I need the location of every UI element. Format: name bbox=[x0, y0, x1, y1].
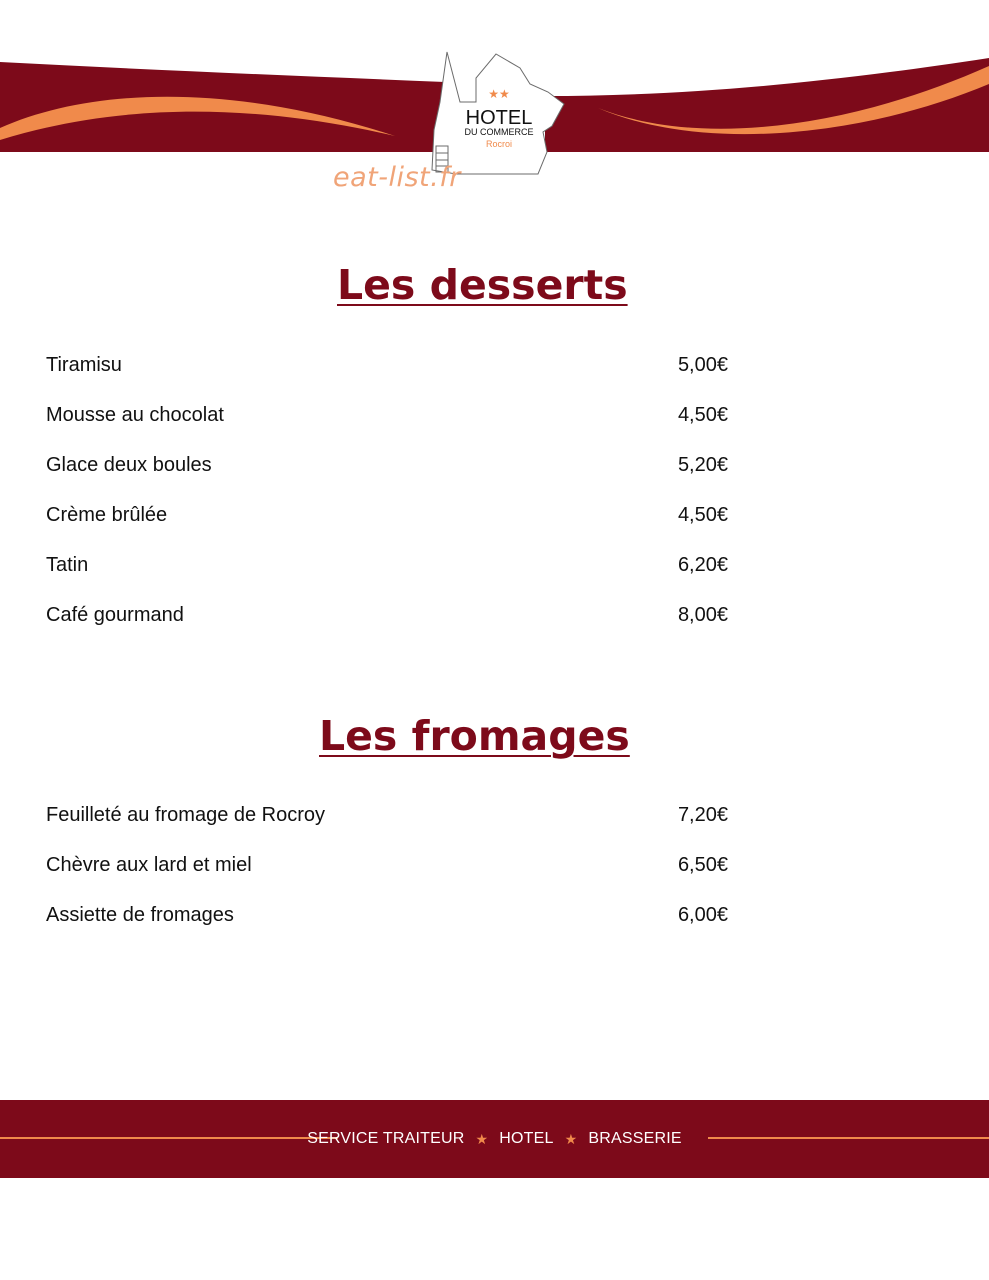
watermark: eat-list.fr bbox=[333, 162, 461, 193]
menu-item-name: Feuilleté au fromage de Rocroy bbox=[46, 804, 326, 826]
header-banner bbox=[0, 40, 989, 180]
menu-item bbox=[46, 340, 728, 390]
logo-line-hotel: HOTEL bbox=[465, 107, 533, 129]
menu-item-price: 4,50€ bbox=[677, 504, 728, 526]
section-title-fromages: Les fromages bbox=[319, 712, 630, 760]
menu-item-price: 6,00€ bbox=[677, 904, 728, 926]
menu-item bbox=[46, 890, 728, 940]
menu-item bbox=[46, 540, 728, 590]
menu-item-name: Chèvre aux lard et miel bbox=[46, 854, 252, 876]
menu-item-name: Mousse au chocolat bbox=[46, 404, 224, 426]
footer-item-hotel: HOTEL bbox=[499, 1130, 554, 1147]
menu-item bbox=[46, 440, 728, 490]
footer-banner bbox=[0, 1100, 989, 1178]
menu-item bbox=[46, 490, 728, 540]
menu-item-name: Assiette de fromages bbox=[46, 904, 234, 926]
menu-item bbox=[46, 390, 728, 440]
menu-item bbox=[46, 840, 728, 890]
menu-item-name: Tatin bbox=[46, 554, 89, 576]
menu-item-price: 8,00€ bbox=[677, 604, 728, 626]
logo-line-city: Rocroi bbox=[485, 139, 513, 149]
menu-item-name: Crème brûlée bbox=[46, 504, 168, 526]
logo-stars: ★★ bbox=[488, 87, 510, 101]
menu-item-name: Tiramisu bbox=[46, 354, 122, 376]
menu-list-desserts bbox=[46, 340, 728, 640]
footer-item-brasserie: BRASSERIE bbox=[588, 1130, 682, 1147]
star-icon: ★ bbox=[564, 1130, 578, 1147]
menu-item-name: Glace deux boules bbox=[46, 454, 212, 476]
menu-item bbox=[46, 590, 728, 640]
footer-item-traiteur: SERVICE TRAITEUR bbox=[307, 1130, 465, 1147]
star-icon: ★ bbox=[475, 1130, 489, 1147]
menu-item-name: Café gourmand bbox=[46, 604, 184, 626]
menu-item-price: 6,20€ bbox=[677, 554, 728, 576]
menu-list-fromages bbox=[46, 790, 728, 940]
menu-item-price: 6,50€ bbox=[677, 854, 728, 876]
footer-tagline bbox=[0, 1100, 989, 1178]
section-title-desserts: Les desserts bbox=[337, 261, 628, 309]
menu-item bbox=[46, 790, 728, 840]
logo-line-commerce: DU COMMERCE bbox=[464, 127, 534, 137]
menu-item-price: 5,20€ bbox=[677, 454, 728, 476]
menu-item-price: 7,20€ bbox=[677, 804, 728, 826]
menu-item-price: 4,50€ bbox=[677, 404, 728, 426]
menu-item-price: 5,00€ bbox=[677, 354, 728, 376]
hotel-logo bbox=[432, 52, 564, 174]
